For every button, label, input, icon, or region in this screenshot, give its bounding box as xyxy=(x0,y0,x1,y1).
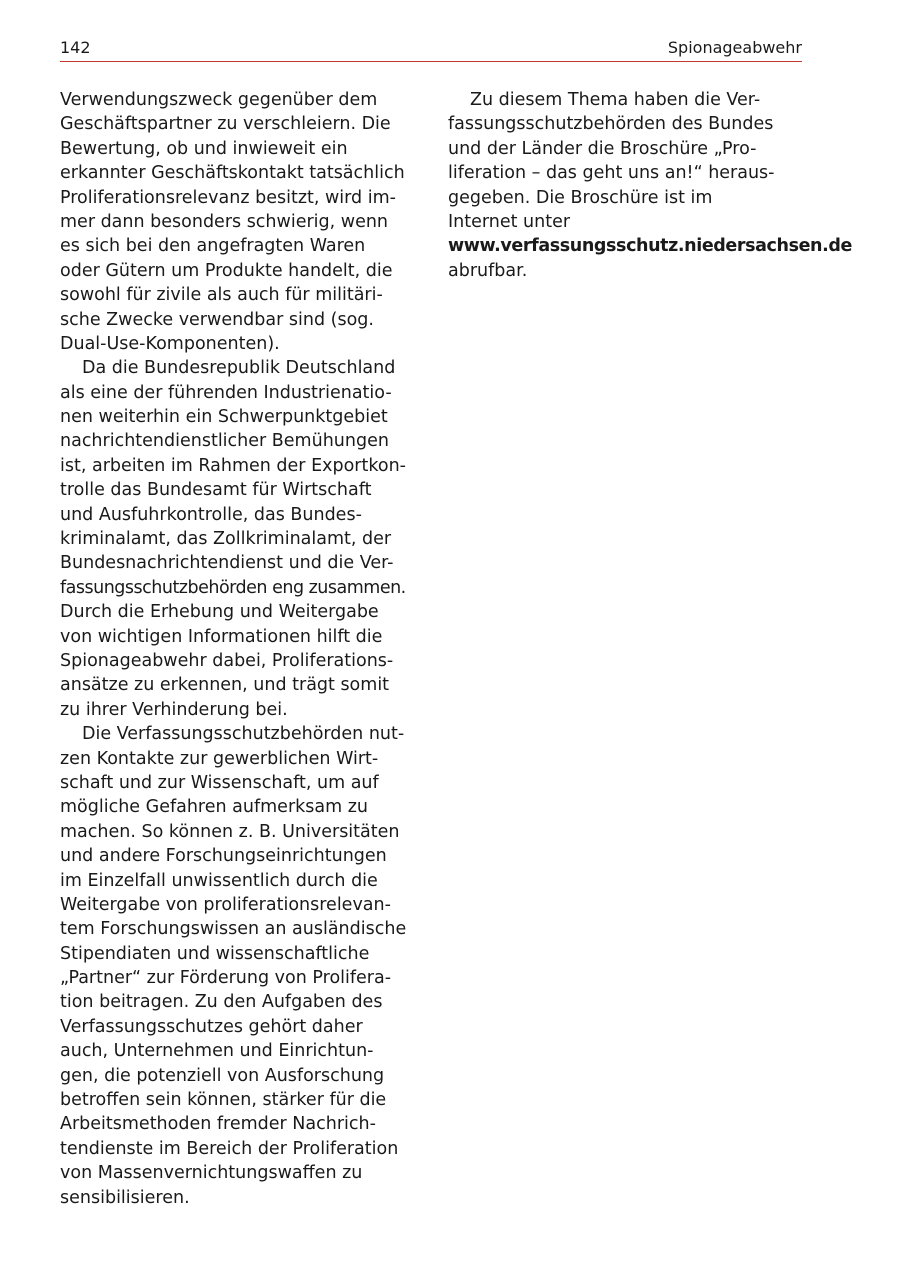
text-line: zen Kontakte zur gewerblichen Wirt- xyxy=(60,748,379,769)
text-line: Bundesnachrichtendienst und die Ver- xyxy=(60,553,394,574)
header-rule xyxy=(60,61,802,62)
text-line: sensibilisieren. xyxy=(60,1187,190,1208)
text-line: Weitergabe von proliferationsrelevan- xyxy=(60,894,391,915)
text-line: nachrichtendienstlicher Bemühungen xyxy=(60,431,389,452)
text-line: und andere Forschungseinrichtungen xyxy=(60,846,387,867)
text-line: sowohl für zivile als auch für militäri- xyxy=(60,285,383,306)
text-line: Verwendungszweck gegenüber dem xyxy=(60,90,378,110)
text-line: Arbeitsmethoden fremder Nachrich- xyxy=(60,1114,376,1135)
text-line: betroffen sein können, stärker für die xyxy=(60,1090,387,1111)
text-line: von wichtigen Informationen hilft die xyxy=(60,626,383,647)
text-line: fassungsschutzbehörden des Bundes xyxy=(448,114,774,135)
text-line: Durch die Erhebung und Weitergabe xyxy=(60,602,379,623)
left-column xyxy=(60,88,406,1210)
text-line: als eine der führenden Industrienatio- xyxy=(60,382,392,403)
text-line: kriminalamt, das Zollkriminalamt, der xyxy=(60,529,392,550)
running-title: Spionageabwehr xyxy=(667,38,802,57)
text-line: Stipendiaten und wissenschaftliche xyxy=(60,943,370,964)
text-line: Zu diesem Thema haben die Ver- xyxy=(470,90,761,110)
text-line: zu ihrer Verhinderung bei. xyxy=(60,699,288,720)
text-line: im Einzelfall unwissentlich durch die xyxy=(60,870,378,891)
text-line: gen, die potenziell von Ausforschung xyxy=(60,1065,385,1086)
text-line: auch, Unternehmen und Einrichtun- xyxy=(60,1041,374,1062)
text-line: und Ausfuhrkontrolle, das Bundes- xyxy=(60,504,362,525)
text-line: oder Gütern um Produkte handelt, die xyxy=(60,260,393,281)
text-line: mer dann besonders schwierig, wenn xyxy=(60,211,389,232)
text-line: abrufbar. xyxy=(448,260,528,281)
text-line: tem Forschungswissen an ausländische xyxy=(60,919,407,940)
text-line: liferation – das geht uns an!“ heraus- xyxy=(448,163,775,184)
text-line: Da die Bundesrepublik Deutschland xyxy=(82,358,396,379)
text-line: gegeben. Die Broschüre ist im xyxy=(448,187,713,208)
text-line: es sich bei den angefragten Waren xyxy=(60,236,366,257)
text-line: nen weiterhin ein Schwerpunktgebiet xyxy=(60,407,388,428)
text-line: Die Verfassungsschutzbehörden nut- xyxy=(82,724,405,745)
text-line: erkannter Geschäftskontakt tatsächlich xyxy=(60,163,405,184)
text-line: Geschäftspartner zu verschleiern. Die xyxy=(60,114,391,135)
text-line: und der Länder die Broschüre „Pro- xyxy=(448,138,757,159)
text-line: sche Zwecke verwendbar sind (sog. xyxy=(60,309,374,330)
text-line: Bewertung, ob und inwieweit ein xyxy=(60,138,348,159)
page-number: 142 xyxy=(60,38,91,57)
text-line: trolle das Bundesamt für Wirtschaft xyxy=(60,480,372,501)
url-text: www.verfassungsschutz.niedersachsen.de xyxy=(448,236,852,257)
text-line: fassungsschutzbehörden eng zusammen. xyxy=(60,577,406,598)
text-line: machen. So können z. B. Universitäten xyxy=(60,821,400,842)
text-line: Proliferationsrelevanz besitzt, wird im- xyxy=(60,187,396,208)
text-line: ist, arbeiten im Rahmen der Exportkon- xyxy=(60,455,406,476)
text-line: Internet unter xyxy=(448,211,571,232)
text-line: tendienste im Bereich der Proliferation xyxy=(60,1138,399,1159)
text-line: ansätze zu erkennen, und trägt somit xyxy=(60,675,390,696)
text-line: mögliche Gefahren aufmerksam zu xyxy=(60,797,369,818)
text-line: tion beitragen. Zu den Aufgaben des xyxy=(60,992,383,1013)
text-line: Spionageabwehr dabei, Proliferations- xyxy=(60,650,394,671)
text-line: „Partner“ zur Förderung von Prolifera- xyxy=(60,968,392,989)
right-column xyxy=(448,88,852,283)
text-line: von Massenvernichtungswaffen zu xyxy=(60,1163,363,1184)
text-line: schaft und zur Wissenschaft, um auf xyxy=(60,772,379,793)
text-line: Verfassungsschutzes gehört daher xyxy=(60,1016,363,1037)
text-line: Dual-Use-Komponenten). xyxy=(60,333,280,354)
